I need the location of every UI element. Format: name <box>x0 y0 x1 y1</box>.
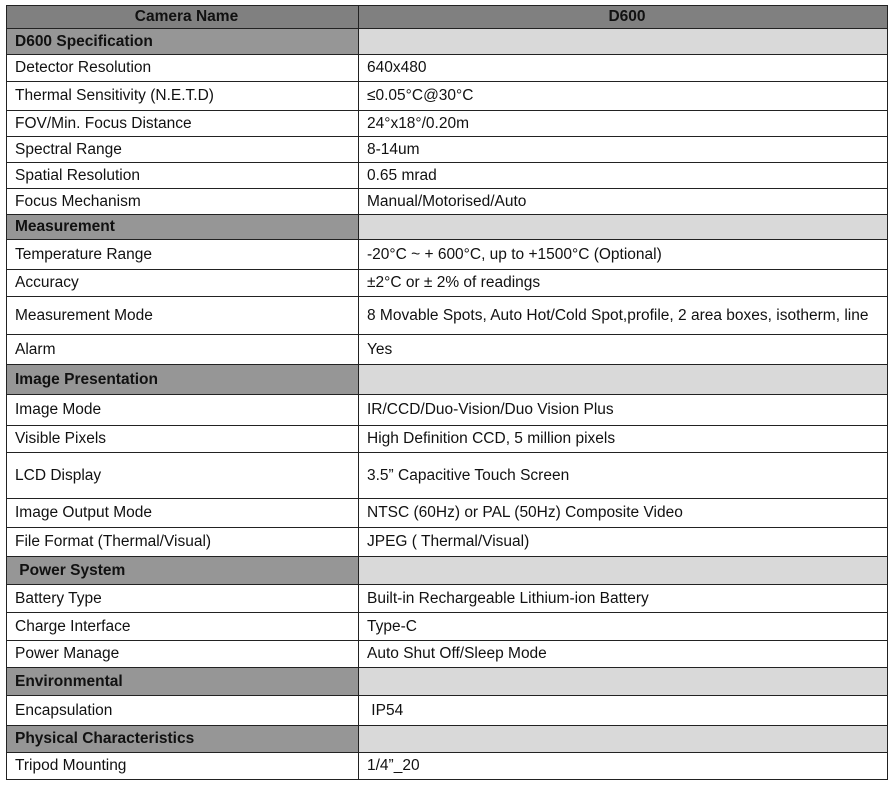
spec-label: Image Output Mode <box>7 499 359 528</box>
spec-value: 24°x18°/0.20m <box>359 111 888 137</box>
table-row <box>7 189 888 215</box>
spec-value: Manual/Motorised/Auto <box>359 189 888 215</box>
spec-label: Image Mode <box>7 395 359 426</box>
spec-label: Alarm <box>7 335 359 365</box>
section-filler <box>359 557 888 585</box>
spec-label: Spatial Resolution <box>7 163 359 189</box>
spec-value: 640x480 <box>359 55 888 82</box>
table-row <box>7 55 888 82</box>
table-row <box>7 641 888 668</box>
spec-value: JPEG ( Thermal/Visual) <box>359 528 888 557</box>
spec-label: Thermal Sensitivity (N.E.T.D) <box>7 82 359 111</box>
section-filler <box>359 726 888 753</box>
spec-value: -20°C ~ + 600°C, up to +1500°C (Optional) <box>359 240 888 270</box>
spec-label: Detector Resolution <box>7 55 359 82</box>
spec-label: Accuracy <box>7 270 359 297</box>
spec-label: Measurement Mode <box>7 297 359 335</box>
spec-table <box>6 5 888 780</box>
spec-value: Type-C <box>359 613 888 641</box>
table-row <box>7 585 888 613</box>
spec-value: NTSC (60Hz) or PAL (50Hz) Composite Video <box>359 499 888 528</box>
table-row <box>7 696 888 726</box>
section-filler <box>359 668 888 696</box>
section-row <box>7 215 888 240</box>
table-row <box>7 163 888 189</box>
spec-label: Power Manage <box>7 641 359 668</box>
spec-value: Yes <box>359 335 888 365</box>
spec-label: Spectral Range <box>7 137 359 163</box>
spec-label: Charge Interface <box>7 613 359 641</box>
section-filler <box>359 29 888 55</box>
camera-name-header: Camera Name <box>7 6 359 29</box>
section-title: Measurement <box>7 215 359 240</box>
table-row <box>7 82 888 111</box>
section-row <box>7 726 888 753</box>
table-row <box>7 753 888 780</box>
spec-value: 1/4”_20 <box>359 753 888 780</box>
header-row <box>7 6 888 29</box>
spec-value: High Definition CCD, 5 million pixels <box>359 426 888 453</box>
spec-label: Encapsulation <box>7 696 359 726</box>
spec-value: 0.65 mrad <box>359 163 888 189</box>
spec-label: FOV/Min. Focus Distance <box>7 111 359 137</box>
section-filler <box>359 215 888 240</box>
table-row <box>7 528 888 557</box>
table-row <box>7 297 888 335</box>
spec-value: Built-in Rechargeable Lithium-ion Battery <box>359 585 888 613</box>
spec-value: ≤0.05°C@30°C <box>359 82 888 111</box>
section-row <box>7 668 888 696</box>
table-row <box>7 453 888 499</box>
spec-value: 8-14um <box>359 137 888 163</box>
table-row <box>7 240 888 270</box>
table-row <box>7 335 888 365</box>
spec-table-body <box>7 6 888 780</box>
table-row <box>7 613 888 641</box>
table-row <box>7 137 888 163</box>
model-header: D600 <box>359 6 888 29</box>
section-title: Image Presentation <box>7 365 359 395</box>
section-row <box>7 365 888 395</box>
spec-value: IP54 <box>359 696 888 726</box>
section-row <box>7 29 888 55</box>
spec-value: 8 Movable Spots, Auto Hot/Cold Spot,profile, 2 area boxes, isotherm, line <box>359 297 888 335</box>
table-row <box>7 111 888 137</box>
spec-value: ±2°C or ± 2% of readings <box>359 270 888 297</box>
spec-label: Battery Type <box>7 585 359 613</box>
spec-value: 3.5” Capacitive Touch Screen <box>359 453 888 499</box>
section-row <box>7 557 888 585</box>
spec-label: Temperature Range <box>7 240 359 270</box>
spec-label: File Format (Thermal/Visual) <box>7 528 359 557</box>
spec-label: Focus Mechanism <box>7 189 359 215</box>
table-row <box>7 499 888 528</box>
section-title: Environmental <box>7 668 359 696</box>
section-filler <box>359 365 888 395</box>
section-title: Power System <box>7 557 359 585</box>
spec-label: LCD Display <box>7 453 359 499</box>
section-title: Physical Characteristics <box>7 726 359 753</box>
section-title: D600 Specification <box>7 29 359 55</box>
table-row <box>7 426 888 453</box>
table-row <box>7 395 888 426</box>
spec-label: Visible Pixels <box>7 426 359 453</box>
table-row <box>7 270 888 297</box>
spec-value: Auto Shut Off/Sleep Mode <box>359 641 888 668</box>
spec-label: Tripod Mounting <box>7 753 359 780</box>
spec-value: IR/CCD/Duo-Vision/Duo Vision Plus <box>359 395 888 426</box>
